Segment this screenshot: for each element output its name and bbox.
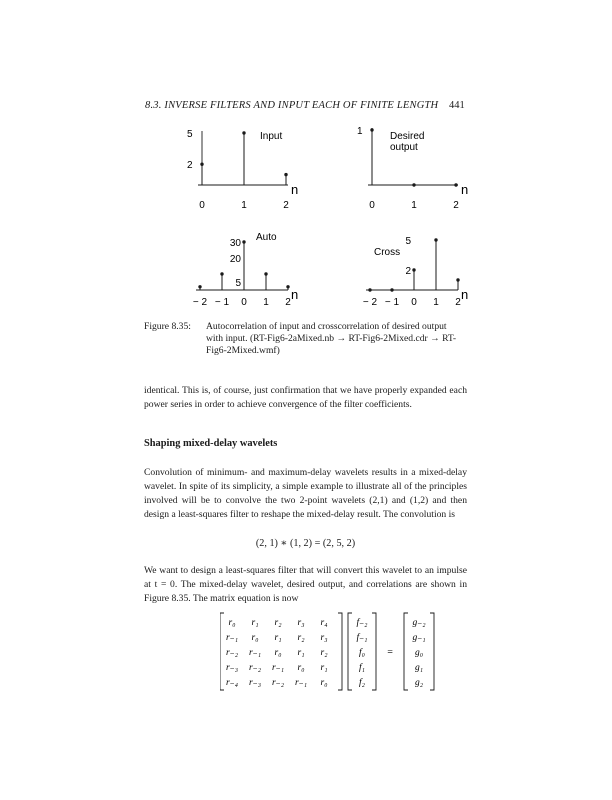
x-tick-label: − 1 bbox=[384, 297, 400, 308]
matrix-cell: r₀ bbox=[274, 648, 282, 658]
y-value-label: 1 bbox=[357, 126, 363, 137]
x-tick-label: 2 bbox=[285, 297, 291, 308]
stem-point bbox=[242, 131, 245, 134]
matrix-cell: r₋₂ bbox=[248, 663, 262, 673]
stem-point bbox=[412, 268, 415, 271]
matrix-equation bbox=[220, 612, 450, 694]
x-tick-label: 0 bbox=[199, 200, 205, 211]
x-tick-label: 0 bbox=[411, 297, 417, 308]
stem-point bbox=[286, 285, 289, 288]
matrix-cell: r₄ bbox=[320, 618, 328, 628]
vector-cell: f₂ bbox=[359, 678, 365, 688]
matrix-cell: r₁ bbox=[297, 648, 305, 658]
section-heading: Shaping mixed-delay wavelets bbox=[144, 438, 278, 449]
vector-cell: f₋₁ bbox=[356, 633, 368, 643]
vector-cell: f₋₂ bbox=[356, 618, 368, 628]
x-tick-label: 0 bbox=[241, 297, 247, 308]
y-value-label: 5 bbox=[187, 129, 193, 140]
matrix-cell: r₁ bbox=[251, 618, 259, 628]
equals-sign: = bbox=[386, 647, 394, 658]
matrix-cell: r₃ bbox=[320, 633, 328, 643]
x-tick-label: 2 bbox=[453, 200, 459, 211]
x-tick-label: 0 bbox=[369, 200, 375, 211]
stem-point bbox=[242, 240, 245, 243]
paragraph-identical: identical. This is, of course, just confirmation that we have properly expanded each power series in order to achieve convergence of the filter coefficients. bbox=[144, 385, 467, 410]
stem-point bbox=[456, 278, 459, 281]
matrix-cell: r₋₁ bbox=[294, 678, 308, 688]
stem-point bbox=[200, 163, 203, 166]
left-bracket bbox=[220, 613, 224, 690]
y-value-label: 20 bbox=[229, 254, 241, 265]
x-tick-label: 1 bbox=[241, 200, 247, 211]
stem-point bbox=[412, 183, 415, 186]
matrix-cell: r₃ bbox=[297, 618, 305, 628]
axis-variable-label: n bbox=[461, 287, 469, 302]
panel-label: Auto bbox=[256, 232, 277, 243]
right-bracket bbox=[372, 613, 376, 690]
figure-panel-input bbox=[180, 125, 330, 213]
stem-point bbox=[284, 173, 287, 176]
left-bracket bbox=[404, 613, 408, 690]
x-tick-label: 2 bbox=[455, 297, 461, 308]
right-bracket bbox=[338, 613, 342, 690]
vector-cell: g₂ bbox=[414, 678, 424, 688]
stem-point bbox=[264, 272, 267, 275]
matrix-cell: r₁ bbox=[274, 633, 282, 643]
x-tick-label: − 1 bbox=[214, 297, 230, 308]
page-number: 441 bbox=[449, 100, 465, 111]
x-tick-label: 1 bbox=[263, 297, 269, 308]
vector-cell: g₁ bbox=[414, 663, 424, 673]
stem-point bbox=[370, 128, 373, 131]
vector-cell: f₀ bbox=[359, 648, 365, 658]
matrix-cell: r₋₁ bbox=[248, 648, 262, 658]
stem-point bbox=[454, 183, 457, 186]
stem-point bbox=[368, 288, 371, 291]
matrix-cell: r₁ bbox=[320, 663, 328, 673]
matrix-cell: r₋₁ bbox=[225, 633, 239, 643]
y-value-label: 30 bbox=[229, 238, 241, 249]
x-tick-label: 1 bbox=[433, 297, 439, 308]
stem-point bbox=[198, 285, 201, 288]
right-bracket bbox=[430, 613, 434, 690]
matrix-cell: r₋₁ bbox=[271, 663, 285, 673]
vector-cell: g₀ bbox=[414, 648, 424, 658]
matrix-cell: r₂ bbox=[297, 633, 305, 643]
stem-point bbox=[220, 272, 223, 275]
vector-cell: g₋₁ bbox=[412, 633, 426, 643]
matrix-cell: r₂ bbox=[274, 618, 282, 628]
x-tick-label: 1 bbox=[411, 200, 417, 211]
figure-caption-text: Autocorrelation of input and crosscorrelation of desired output with input. (RT-Fig6-2aMixed.nb → RT-Fig6-2Mixed.cdr → RT-Fig6-2Mixed.wmf) bbox=[206, 321, 457, 356]
y-value-label: 2 bbox=[187, 160, 193, 172]
convolution-equation: (2, 1) ∗ (1, 2) = (2, 5, 2) bbox=[255, 538, 356, 549]
paragraph-matrix-intro: We want to design a least-squares filter that will convert this wavelet to an impulse at t = 0. The mixed-delay wavelet, desired output, and correlations are shown in Figure 8.35. The matrix equation is now bbox=[144, 565, 467, 604]
figure-panel-crosscorrelation bbox=[350, 228, 500, 310]
left-bracket bbox=[348, 613, 352, 690]
stem-point bbox=[434, 238, 437, 241]
matrix-cell: r₀ bbox=[320, 678, 328, 688]
figure-panel-desired-output bbox=[350, 125, 500, 213]
panel-label: Cross bbox=[374, 247, 401, 258]
stem-point bbox=[390, 288, 393, 291]
matrix-cell: r₋₃ bbox=[248, 678, 262, 688]
matrix-cell: r₋₂ bbox=[271, 678, 285, 688]
matrix-cell: r₀ bbox=[297, 663, 305, 673]
matrix-cell: r₋₄ bbox=[225, 678, 239, 688]
panel-label: Input bbox=[260, 131, 283, 142]
matrix-cell: r₂ bbox=[320, 648, 328, 658]
axis-variable-label: n bbox=[291, 182, 299, 197]
x-tick-label: 2 bbox=[283, 200, 289, 211]
panel-label-line: Desired bbox=[390, 131, 425, 142]
panel-label-line: output bbox=[390, 142, 418, 153]
matrix-cell: r₀ bbox=[251, 633, 259, 643]
x-tick-label: − 2 bbox=[362, 297, 378, 308]
matrix-cell: r₀ bbox=[228, 618, 236, 628]
paragraph-convolution: Convolution of minimum- and maximum-delay wavelets results in a mixed-delay wavelet. In spite of its simplicity, a simple example to illustrate all of the principles involved will be to convolve the two 2-point wavelets (2,1) and (1,2) and then design a least-squares filter to reshape the mixed-delay result. The convolution is bbox=[144, 467, 467, 520]
figure-panel-autocorrelation bbox=[180, 228, 330, 310]
matrix-cell: r₋₃ bbox=[225, 663, 239, 673]
running-head: 8.3. INVERSE FILTERS AND INPUT EACH OF FINITE LENGTH bbox=[145, 100, 439, 111]
x-tick-label: − 2 bbox=[192, 297, 208, 308]
matrix-cell: r₋₂ bbox=[225, 648, 239, 658]
y-value-label: 2 bbox=[405, 266, 411, 277]
axis-variable-label: n bbox=[291, 287, 299, 302]
figure-caption-label: Figure 8.35: bbox=[144, 321, 191, 332]
y-value-label: 5 bbox=[235, 278, 241, 289]
axis-variable-label: n bbox=[461, 182, 469, 197]
vector-cell: f₁ bbox=[359, 663, 365, 673]
vector-cell: g₋₂ bbox=[412, 618, 426, 628]
y-value-label: 5 bbox=[405, 236, 411, 247]
